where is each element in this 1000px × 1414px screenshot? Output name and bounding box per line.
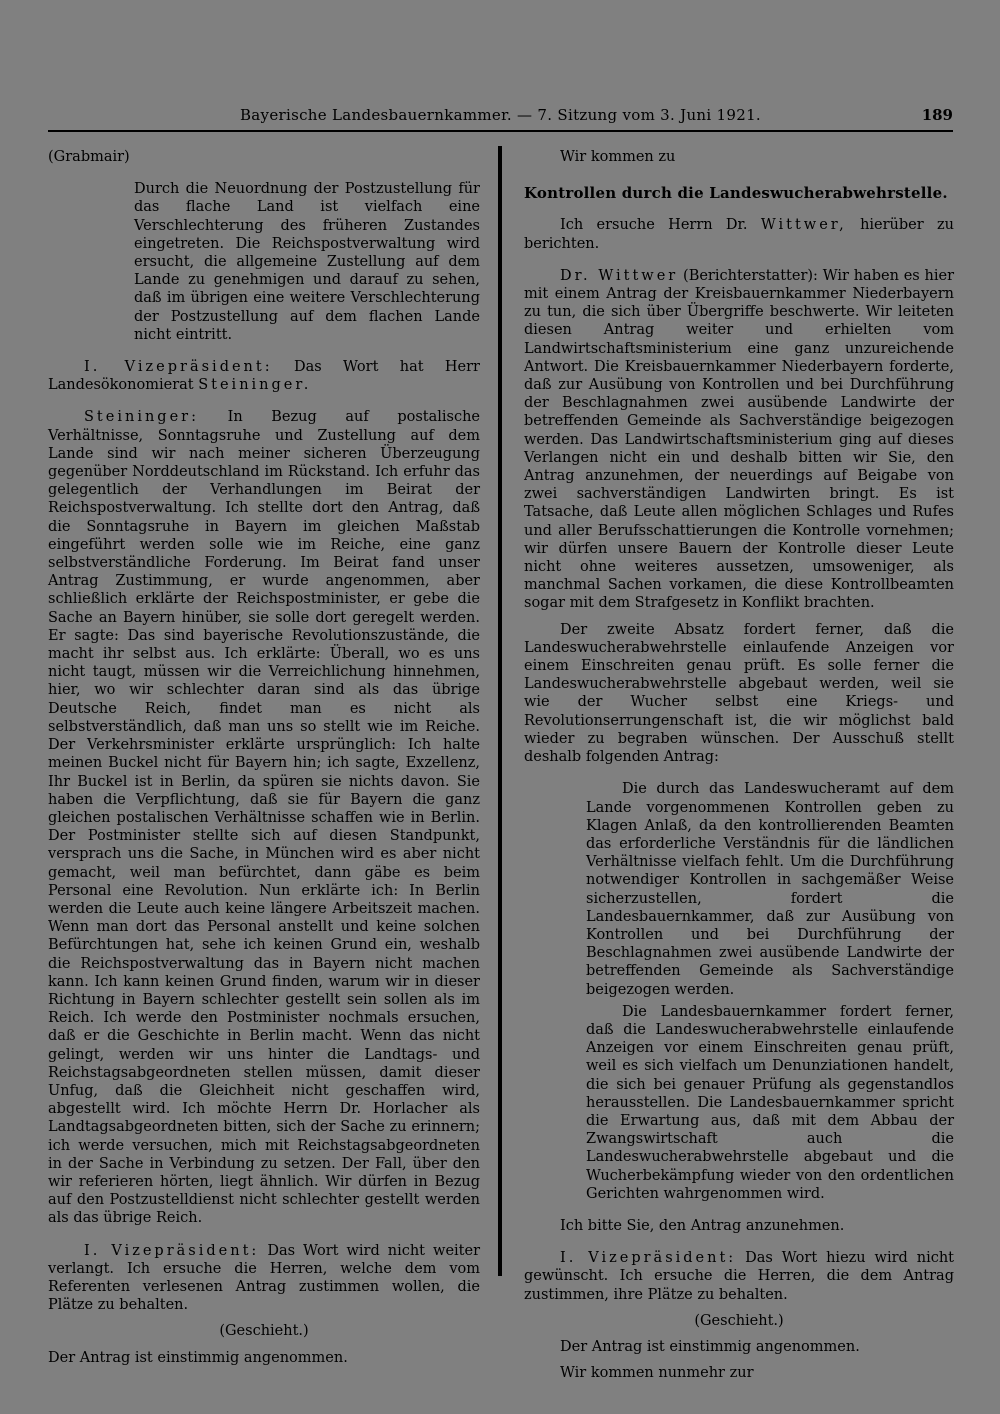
speaker-label: I. Vizepräsident: xyxy=(84,359,273,376)
running-header xyxy=(48,106,953,132)
page-number: 189 xyxy=(921,106,953,124)
vice-president-remark-2 xyxy=(48,1242,480,1315)
motion-paragraph-2: Die Landesbauernkammer fordert ferner, daß die Landeswucherabwehrstelle einlaufende Anzeigen vor einem Einschreiten genau prüft, weil es sich vielfach um Denunziationen handelt, die sich bei genauer Prüfung als gegenstandlos herausstellen. Die Landesbauernkammer spricht die Erwartung aus, daß mit dem Abbau der Zwangswirtschaft auch die Landeswucherabwehrstelle abgebaut und die Wucherbekämpfung wieder von den ordentlichen Gerichten wahrgenommen wird. xyxy=(586,1003,954,1202)
request-text: Ich ersuche Herrn Dr. xyxy=(560,217,748,234)
closing-plea: Ich bitte Sie, den Antrag anzunehmen. xyxy=(560,1217,845,1234)
report-paragraph-2: Der zweite Absatz fordert ferner, daß die Landeswucherabwehrstelle einlaufende Anzeigen vor einem Einschreiten genau prüft. Es solle ferner die Landeswucherabwehrstelle abgebaut werden, weil sie wie der Wucher selbst eine Kriegs- und Revolutionserrungenschaft ist, die wir möglichst bald wieder zu begraben wünschen. Der Ausschuß stellt deshalb folgenden Antrag: xyxy=(524,621,954,766)
left-column xyxy=(48,148,480,1367)
speaker-name: Wittwer, xyxy=(760,217,847,234)
speaker-name: Steininger. xyxy=(198,377,312,394)
speaker-label: I. Vizepräsident: xyxy=(84,1242,260,1259)
agenda-topic: Kontrollen durch die Landeswucherabwehrstelle. xyxy=(524,184,948,203)
remark-text: Das Wort hat Herr Landesökonomierat xyxy=(48,359,480,394)
intro-line: Wir kommen zu xyxy=(560,149,676,165)
remark-text: Das Wort wird nicht weiter verlangt. Ich ersuche die Herren, welche dem vom Referenten verlesenen Antrag zustimmen wollen, die Plätze zu behalten. xyxy=(48,1242,480,1314)
resolution-text: Durch die Neuordnung der Postzustellung für das flache Land ist vielfach eine Verschlechterung des früheren Zustandes eingetreten. Die Reichspostverwaltung wird ersucht, die allgemeine Zustellung auf dem Lande zu genehmigen und darauf zu sehen, daß im übrigen eine weitere Verschlechterung der Postzustellung auf dem flachen Lande nicht eintritt. xyxy=(134,181,480,343)
procedure-note: (Geschieht.) xyxy=(219,1323,309,1340)
header-title: Bayerische Landesbauernkammer. — 7. Sitzung vom 3. Juni 1921. xyxy=(239,106,762,124)
wittwer-report xyxy=(524,267,954,613)
vice-president-remark xyxy=(48,358,480,394)
motion-paragraph-1: Die durch das Landeswucheramt auf dem Lande vorgenommenen Kontrollen geben zu Klagen Anlaß, da den kontrollierenden Beamten das erforderliche Verständnis für die ländlichen Verhältnisse vielfach fehlt. Um die Durchführung notwendiger Kontrollen in sachgemäßer Weise sicherzustellen, fordert die Landesbauernkammer, daß zur Ausübung von Kontrollen und bei Durchführung der Beschlagnahmen zwei ausübende Landwirte der betreffenden Gemeinde als Sachverständige beigezogen werden. xyxy=(586,781,954,998)
remark-text: Das Wort hiezu wird nicht gewünscht. Ich ersuche die Herren, die dem Antrag zustimmen, ihre Plätze zu behalten. xyxy=(524,1250,955,1303)
vice-president-remark-3 xyxy=(524,1249,954,1304)
speaker-label: Steininger: xyxy=(84,409,199,426)
speech-text: In Bezug auf postalische Verhältnisse, Sonntagsruhe und Zustellung auf dem Lande sind wir nach meiner sicheren Überzeugung gegenüber Norddeutschland im Rückstand. Ich erfuhr das gelegentlich der Verhandlungen im Beirat der Reichspostverwaltung. Ich stellte dort den Antrag, daß die Sonntagsruhe in Bayern im gleichen Maßstab eingeführt werden solle wie im Reiche, eine ganz selbstverständliche Forderung. Im Beirat fand unser Antrag Zustimmung, er wurde angenommen, aber schließlich erklärte der Reichspostminister, er gebe die Sache an Bayern hinüber, sie solle dort geregelt werden. Er sagte: Das sind bayerische Revolutionszustände, die macht ihr selbst aus. Ich erklärte: Überall, wo es uns nicht taugt, müssen wir die Verreichlichung hinnehmen, hier, wo wir schlechter daran sind als das übrige Deutsche Reich, findet man es nicht als selbstverständlich, daß man uns so stellt wie im Reiche. Der Verkehrsminister erklärte ursprünglich: Ich halte meinen Buckel nicht für Bayern hin; ich sagte, Exzellenz, Ihr Buckel ist in Berlin, da spüren sie nichts davon. Sie haben die Verpflichtung, daß sie für Bayern die ganz gleichen postalischen Verhältnisse schaffen wie in Berlin. Der Postminister stellte sich auf diesen Standpunkt, versprach uns die Sache, in München wird es aber nicht gemacht, weil man befürchtet, dann gäbe es beim Personal eine Revolution. Nun erklärte ich: In Berlin werden die Leute auch keine längere Arbeitszeit machen. Wenn man dort das Personal anstellt und keine solchen Befürchtungen hat, sehe ich keinen Grund ein, weshalb die Reichspostverwaltung das in Bayern nicht machen kann. Ich kann keinen Grund finden, warum wir in dieser Richtung in Bayern schlechter gestellt sein sollen als im Reich. Ich werde den Postminister nochmals ersuchen, daß er die Geschichte in Berlin macht. Wenn das nicht gelingt, werden wir uns hinter die Landtags- und Reichstagsabgeordneten stellen müssen, damit dieser Unfug, daß die Gleichheit nicht geschaffen wird, abgestellt wird. Ich möchte Herrn Dr. Horlacher als Landtagsabgeordneten bitten, sich der Sache zu erinnern; ich werde versuchen, mich mit Reichstagsabgeordneten in der Sache in Verbindung zu setzen. Der Fall, über den wir referieren hörten, liegt ähnlich. Wir dürfen in Bezug auf den Postzustelldienst nicht schlechter gestellt werden als das übrige Reich. xyxy=(48,409,481,1227)
speaker-label: Dr. Wittwer xyxy=(560,267,679,284)
next-item-line: Wir kommen nunmehr zur xyxy=(560,1365,754,1382)
request-line xyxy=(524,216,954,252)
vote-result: Der Antrag ist einstimmig angenommen. xyxy=(48,1349,348,1366)
request-text-end: hierüber zu berichten. xyxy=(524,217,954,252)
speaker-label: I. Vizepräsident: xyxy=(560,1250,737,1267)
right-column xyxy=(524,148,954,1382)
vote-result: Der Antrag ist einstimmig angenommen. xyxy=(560,1338,860,1355)
report-text: (Berichterstatter): Wir haben es hier mit einem Antrag der Kreisbauernkammer Niederbayern zu tun, die sich über Übergriffe beschwerte. Wir leiteten diesen Antrag weiter und erhielten vom Landwirtschaftsministerium eine ganz unzureichende Antwort. Die Kreisbauernkammer Niederbayern forderte, daß zur Ausübung von Kontrollen und bei Durchführung der Beschlagnahmen zwei ausübende Landwirte der betreffenden Gemeinde als Sachverständige beigezogen werden. Das Landwirtschaftsministerium ging auf dieses Verlangen nicht ein und deshalb bitten wir Sie, den Antrag anzunehmen, der neuerdings auf Beigabe von zwei sachverständigen Landwirten bringt. Es ist Tatsache, daß Leute allen möglichen Schlages und Rufes und aller Berufsschattierungen die Kontrolle vornehmen; wir dürfen unsere Bauern der Kontrolle dieser Leute nicht ohne weiteres aussetzen, umsoweniger, als manchmal Sachen vorkamen, die diese Kontrollbeamten sogar mit dem Strafgesetz in Konflikt brachten. xyxy=(524,267,955,612)
column-divider xyxy=(498,146,502,1276)
steininger-speech xyxy=(48,408,480,1227)
speaker-tag: (Grabmair) xyxy=(48,149,130,165)
procedure-note: (Geschieht.) xyxy=(694,1312,784,1329)
